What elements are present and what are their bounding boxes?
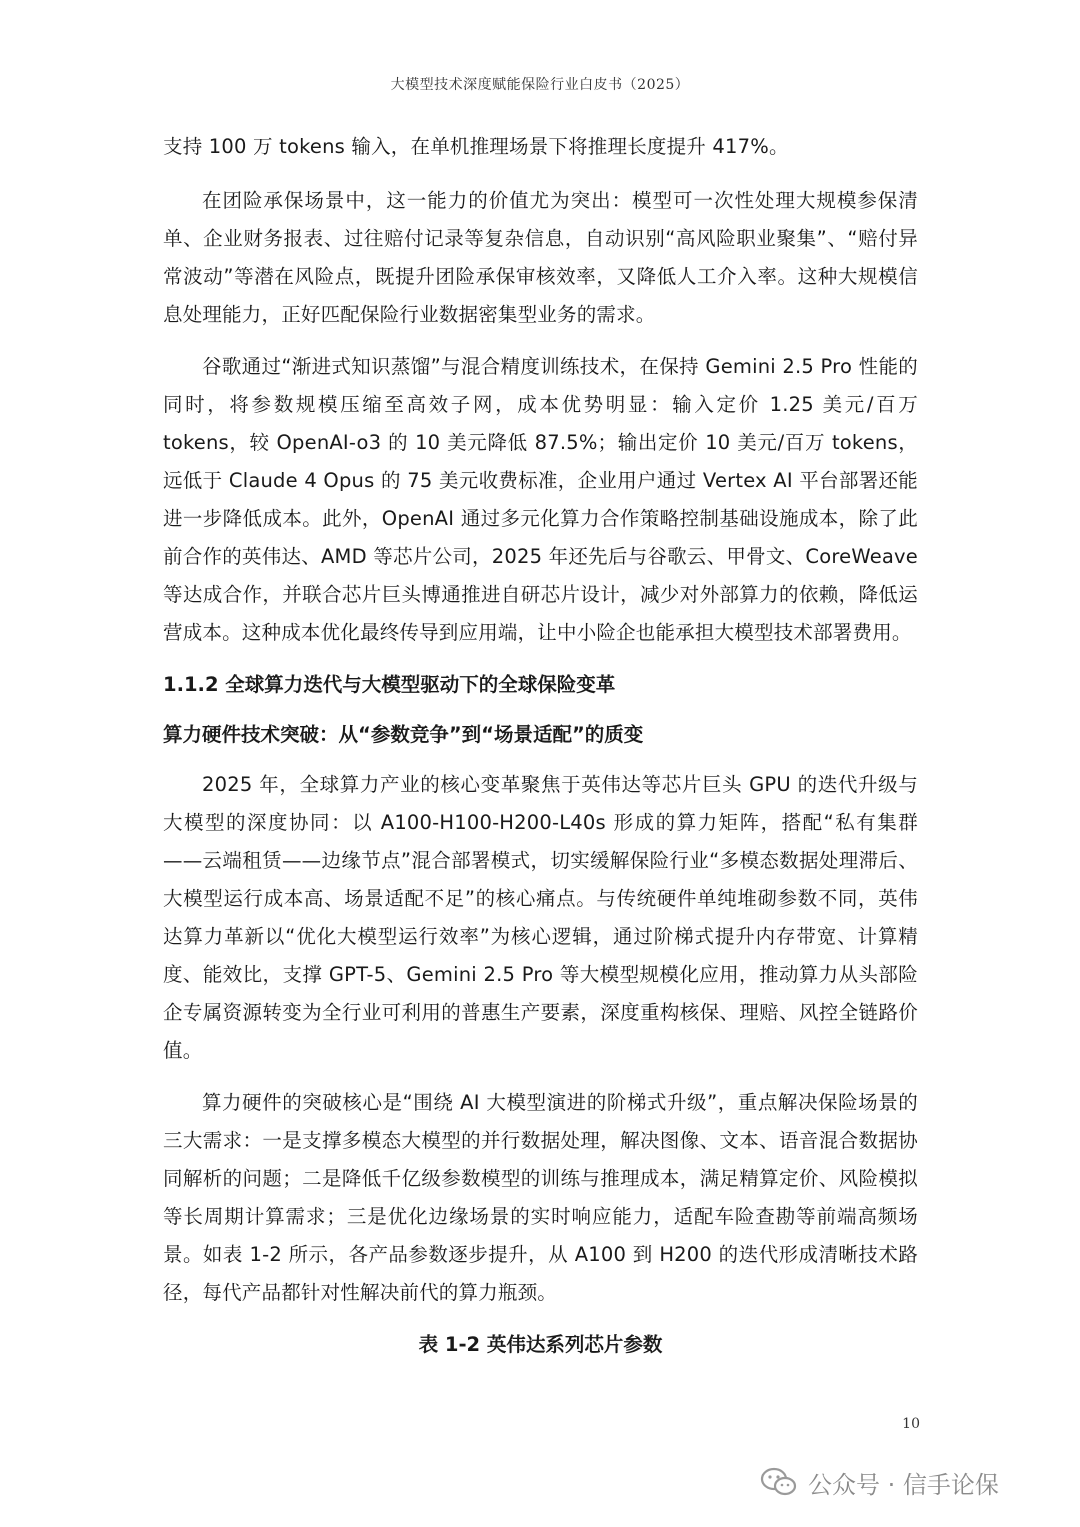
watermark: [760, 1462, 999, 1502]
wechat-icon: [760, 1466, 798, 1498]
table-caption: 表 1-2 英伟达系列芯片参数: [418, 1333, 663, 1356]
paragraph-group-underwriting: 在团险承保场景中，这一能力的价值尤为突出：模型可一次性处理大规模参保清单、企业财务报表、过往赔付记录等复杂信息，自动识别“高风险职业聚集”、“赔付异常波动”等潜在风险点，既提升团险承保审核效率，又降低人工介入率。这种大规模信息处理能力，正好匹配保险行业数据密集型业务的需求。: [163, 189, 918, 326]
paragraph-google-cost: 谷歌通过“渐进式知识蒸馏”与混合精度训练技术，在保持 Gemini 2.5 Pro 性能的同时，将参数规模压缩至高效子网，成本优势明显：输入定价 1.25 美元/百万 tokens，较 OpenAI-o3 的 10 美元降低 87.5%；输出定价 10 美元/百万 tokens，远低于 Claude 4 Opus 的 75 美元收费标准，企业用户通过 Vertex AI 平台部署还能进一步降低成本。此外，OpenAI 通过多元化算力合作策略控制基础设施成本，除了此前合作的英伟达、AMD 等芯片公司，2025 年还先后与谷歌云、甲骨文、CoreWeave 等达成合作，并联合芯片巨头博通推进自研芯片设计，减少对外部算力的依赖，降低运营成本。这种成本优化最终传导到应用端，让中小险企也能承担大模型技术部署费用。: [163, 355, 918, 644]
page-number: 10: [902, 1416, 920, 1432]
running-header: 大模型技术深度赋能保险行业白皮书（2025）: [390, 77, 690, 93]
page-body: [163, 128, 918, 1364]
paragraph-compute-2025: 2025 年，全球算力产业的核心变革聚焦于英伟达等芯片巨头 GPU 的迭代升级与大模型的深度协同：以 A100-H100-H200-L40s 形成的算力矩阵，搭配“私有集群——云端租赁——边缘节点”混合部署模式，切实缓解保险行业“多模态数据处理滞后、大模型运行成本高、场景适配不足”的核心痛点。与传统硬件单纯堆砌参数不同，英伟达算力革新以“优化大模型运行效率”为核心逻辑，通过阶梯式提升内存带宽、计算精度、能效比，支撑 GPT-5、Gemini 2.5 Pro 等大模型规模化应用，推动算力从头部险企专属资源转变为全行业可利用的普惠生产要素，深度重构核保、理赔、风控全链路价值。: [163, 773, 918, 1062]
section-heading: 1.1.2 全球算力迭代与大模型驱动下的全球保险变革: [163, 673, 616, 696]
subsection-heading: 算力硬件技术突破：从“参数竞争”到“场景适配”的质变: [163, 723, 644, 746]
watermark-text: 公众号 · 信手论保: [808, 1470, 999, 1499]
paragraph-hardware-breakthrough: 算力硬件的突破核心是“围绕 AI 大模型演进的阶梯式升级”，重点解决保险场景的三大需求：一是支撑多模态大模型的并行数据处理，解决图像、文本、语音混合数据协同解析的问题；二是降低千亿级参数模型的训练与推理成本，满足精算定价、风险模拟等长周期计算需求；三是优化边缘场景的实时响应能力，适配车险查勘等前端高频场景。如表 1-2 所示，各产品参数逐步提升，从 A100 到 H200 的迭代形成清晰技术路径，每代产品都针对性解决前代的算力瓶颈。: [163, 1091, 918, 1304]
paragraph-continuation: 支持 100 万 tokens 输入，在单机推理场景下将推理长度提升 417%。: [163, 135, 789, 158]
